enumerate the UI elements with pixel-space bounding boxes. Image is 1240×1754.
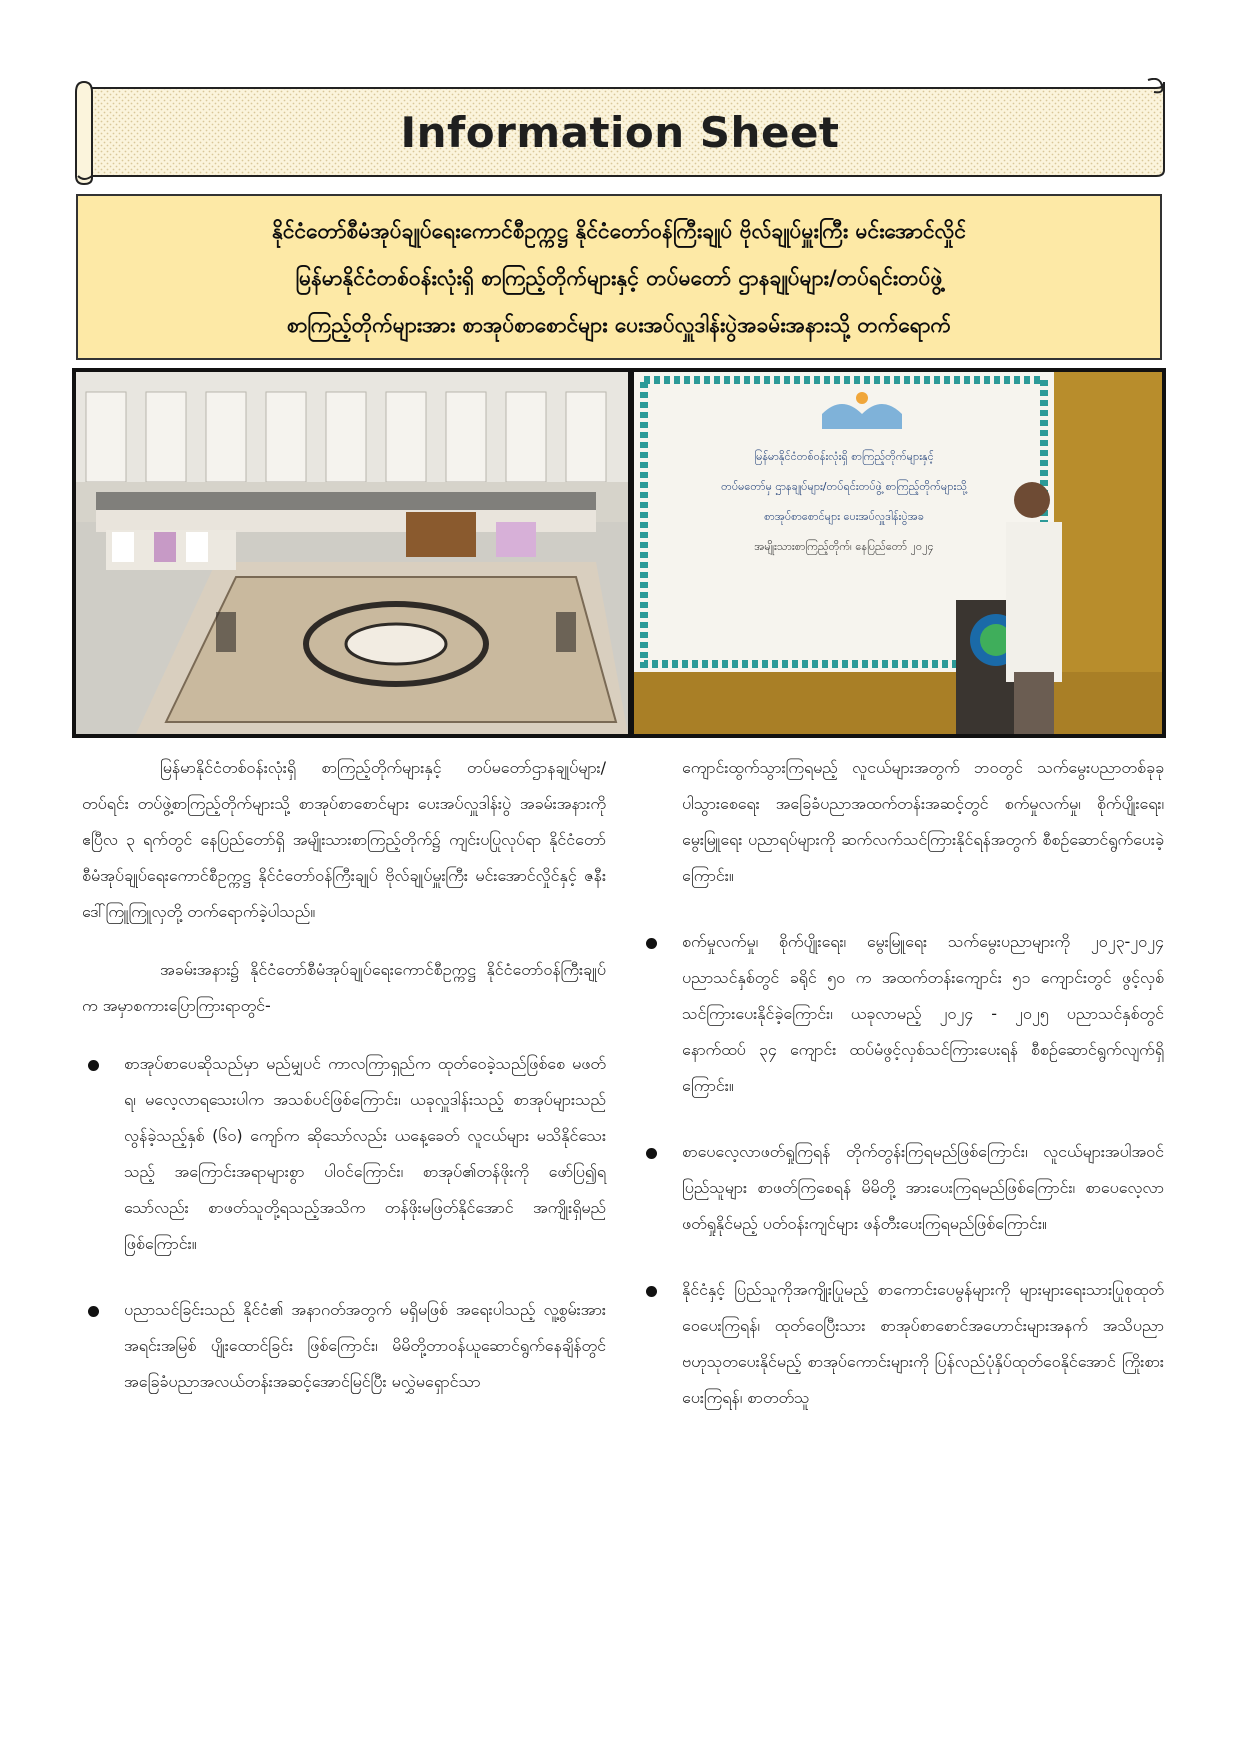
bullet-text: ပညာသင်ခြင်းသည် နိုင်ငံ၏ အနာဂတ်အတွက် မရှိမဖြစ် အရေးပါသည့် လူ့စွမ်းအားအရင်းအမြစ် ပျိုးထောင်ခြင်း ဖြစ်ကြောင်း၊ မိမိတို့တာဝန်ယူဆောင်ရွက်နေချိန်တွင် အခြေခံပညာအလယ်တန်းအဆင့်အောင်မြင်ပြီး မလွှဲမရှောင်သာ: [124, 1300, 606, 1391]
bullet-text: နိုင်ငံနှင့် ပြည်သူကိုအကျိုးပြုမည့် စာကောင်းပေမွန်များကို များများရေးသားပြုစုထုတ်ဝေပေးကြရန်၊ ထုတ်ဝေပြီးသား စာအုပ်စာစောင်အဟောင်းများအနက် အသိပညာ ဗဟုသုတပေးနိုင်မည့် စာအုပ်ကောင်းများကို ပြန်လည်ပုံနှိပ်ထုတ်ဝေနိုင်အောင် ကြိုးစားပေးကြရန်၊ စာတတ်သူ: [682, 1280, 1164, 1407]
slide-line: တပ်မတော်မှ ဌာနချုပ်များ/တပ်ရင်းတပ်ဖွဲ့ စာကြည့်တိုက်များသို့: [721, 480, 967, 493]
bullet-icon: [646, 938, 657, 949]
headline-line: မြန်မာနိုင်ငံတစ်ဝန်းလုံးရှိ စာကြည့်တိုက်များနှင့် တပ်မတော် ဌာနချုပ်များ/တပ်ရင်းတပ်ဖွဲ့: [295, 266, 943, 290]
bullet-text: စာအုပ်စာပေဆိုသည်မှာ မည်မျှပင် ကာလကြာရှည်က ထုတ်ဝေခဲ့သည်ဖြစ်စေ မဖတ်ရ၊ မလေ့လာရသေးပါက အသစ်ပင်ဖြစ်ကြောင်း၊ ယခုလှူဒါန်းသည့် စာအုပ်များသည် လွန်ခဲ့သည့်နှစ် (၆၀) ကျော်က ဆိုသော်လည်း ယနေ့ခေတ် လူငယ်များ မသိနိုင်သေးသည့် အကြောင်းအရာများစွာ ပါဝင်ကြောင်း၊ စာအုပ်၏တန်ဖိုးကို ဖော်ပြ၍ရသော်လည်း စာဖတ်သူတို့ရသည့်အသိက တန်ဖိုးမဖြတ်နိုင်အောင် အကျိုးရှိမည်ဖြစ်ကြောင်း။: [124, 1054, 606, 1253]
list-item: [82, 1292, 606, 1400]
bullet-icon: [88, 1306, 99, 1317]
slide-line: မြန်မာနိုင်ငံတစ်ဝန်းလုံးရှိ စာကြည့်တိုက်များနှင့်: [754, 450, 934, 463]
headline-line: နိုင်ငံတော်စီမံအုပ်ချုပ်ရေးကောင်စီဥက္ကဋ္ဌ နိုင်ငံတော်ဝန်ကြီးချုပ် ဗိုလ်ချုပ်မှူးကြီး မင်းအောင်လှိုင်: [271, 219, 966, 243]
title-banner: [70, 78, 1170, 186]
list-item: [640, 1134, 1164, 1242]
bullet-icon: [646, 1148, 657, 1159]
slide-line: အမျိုးသားစာကြည့်တိုက်၊ နေပြည်တော် ၂၀၂၄: [754, 540, 934, 553]
bullet-icon: [646, 1286, 657, 1297]
continued-bullet-text: ကျောင်းထွက်သွားကြရမည့် လူငယ်များအတွက် ဘဝတွင် သက်မွေးပညာတစ်ခုခုပါသွားစေရေး အခြေခံပညာအထက်တန်းအဆင့်တွင် စက်မှုလက်မှု၊ စိုက်ပျိုးရေး၊ မွေးမြူရေး ပညာရပ်များကို ဆက်လက်သင်ကြားနိုင်ရန်အတွက် စီစဉ်ဆောင်ရွက်ပေးခဲ့ကြောင်း။: [682, 758, 1164, 885]
bullet-icon: [88, 1060, 99, 1071]
slide-text: [674, 442, 1014, 562]
list-item: [640, 924, 1164, 1104]
right-column: [640, 750, 1164, 1446]
bullet-text: စက်မှုလက်မှု၊ စိုက်ပျိုးရေး၊ မွေးမြူရေး သက်မွေးပညာများကို ၂၀၂၃-၂၀၂၄ ပညာသင်နှစ်တွင် ခရိုင် ၅၀ က အထက်တန်းကျောင်း ၅၁ ကျောင်းတွင် ဖွင့်လှစ်သင်ကြားပေးနိုင်ခဲ့ကြောင်း၊ ယခုလာမည့် ၂၀၂၄ - ၂၀၂၅ ပညာသင်နှစ်တွင် နောက်ထပ် ၃၄ ကျောင်း ထပ်မံဖွင့်လှစ်သင်ကြားပေးရန် စီစဉ်ဆောင်ရွက်လျက်ရှိကြောင်း။: [682, 932, 1164, 1095]
page-title: Information Sheet: [400, 107, 840, 157]
headline-line: စာကြည့်တိုက်များအား စာအုပ်စာစောင်များ ပေးအပ်လှူဒါန်းပွဲအခမ်းအနားသို့ တက်ရောက်: [286, 313, 952, 337]
slide-line: စာအုပ်စာစောင်များ ပေးအပ်လှူဒါန်းပွဲအခ: [764, 510, 924, 523]
photo-strip: [72, 368, 1166, 738]
headline-box: [76, 194, 1162, 360]
speaker-podium-photo: [634, 372, 1162, 734]
left-column: [82, 750, 606, 1430]
intro-paragraph: မြန်မာနိုင်ငံတစ်ဝန်းလုံးရှိ စာကြည့်တိုက်များနှင့် တပ်မတော်ဌာနချုပ်များ/ တပ်ရင်း တပ်ဖွဲ့စာကြည့်တိုက်များသို့ စာအုပ်စာစောင်များ ပေးအပ်လှူဒါန်းပွဲ အခမ်းအနားကို ဧပြီလ ၃ ရက်တွင် နေပြည်တော်ရှိ အမျိုးသားစာကြည့်တိုက်၌ ကျင်းပပြုလုပ်ရာ နိုင်ငံတော်စီမံအုပ်ချုပ်ရေးကောင်စီဥက္ကဋ္ဌ နိုင်ငံတော်ဝန်ကြီးချုပ် ဗိုလ်ချုပ်မှူးကြီး မင်းအောင်လှိုင်နှင့် ဇနီးဒေါ်ကြူကြူလှတို့ တက်ရောက်ခဲ့ပါသည်။: [82, 758, 606, 921]
bullet-text: စာပေလေ့လာဖတ်ရှုကြရန် တိုက်တွန်းကြရမည်ဖြစ်ကြောင်း၊ လူငယ်များအပါအဝင် ပြည်သူများ စာဖတ်ကြစေရန် မိမိတို့ အားပေးကြရမည်ဖြစ်ကြောင်း၊ စာပေလေ့လာဖတ်ရှုနိုင်မည့် ပတ်ဝန်းကျင်များ ဖန်တီးပေးကြရမည်ဖြစ်ကြောင်း။: [682, 1142, 1164, 1233]
speech-intro-paragraph: အခမ်းအနား၌ နိုင်ငံတော်စီမံအုပ်ချုပ်ရေးကောင်စီဥက္ကဋ္ဌ နိုင်ငံတော်ဝန်ကြီးချုပ်က အမှာစကားပြောကြားရာတွင်-: [82, 960, 606, 1015]
ceremony-hall-photo: [76, 372, 628, 734]
list-item: [82, 1046, 606, 1262]
list-item: [640, 1272, 1164, 1416]
